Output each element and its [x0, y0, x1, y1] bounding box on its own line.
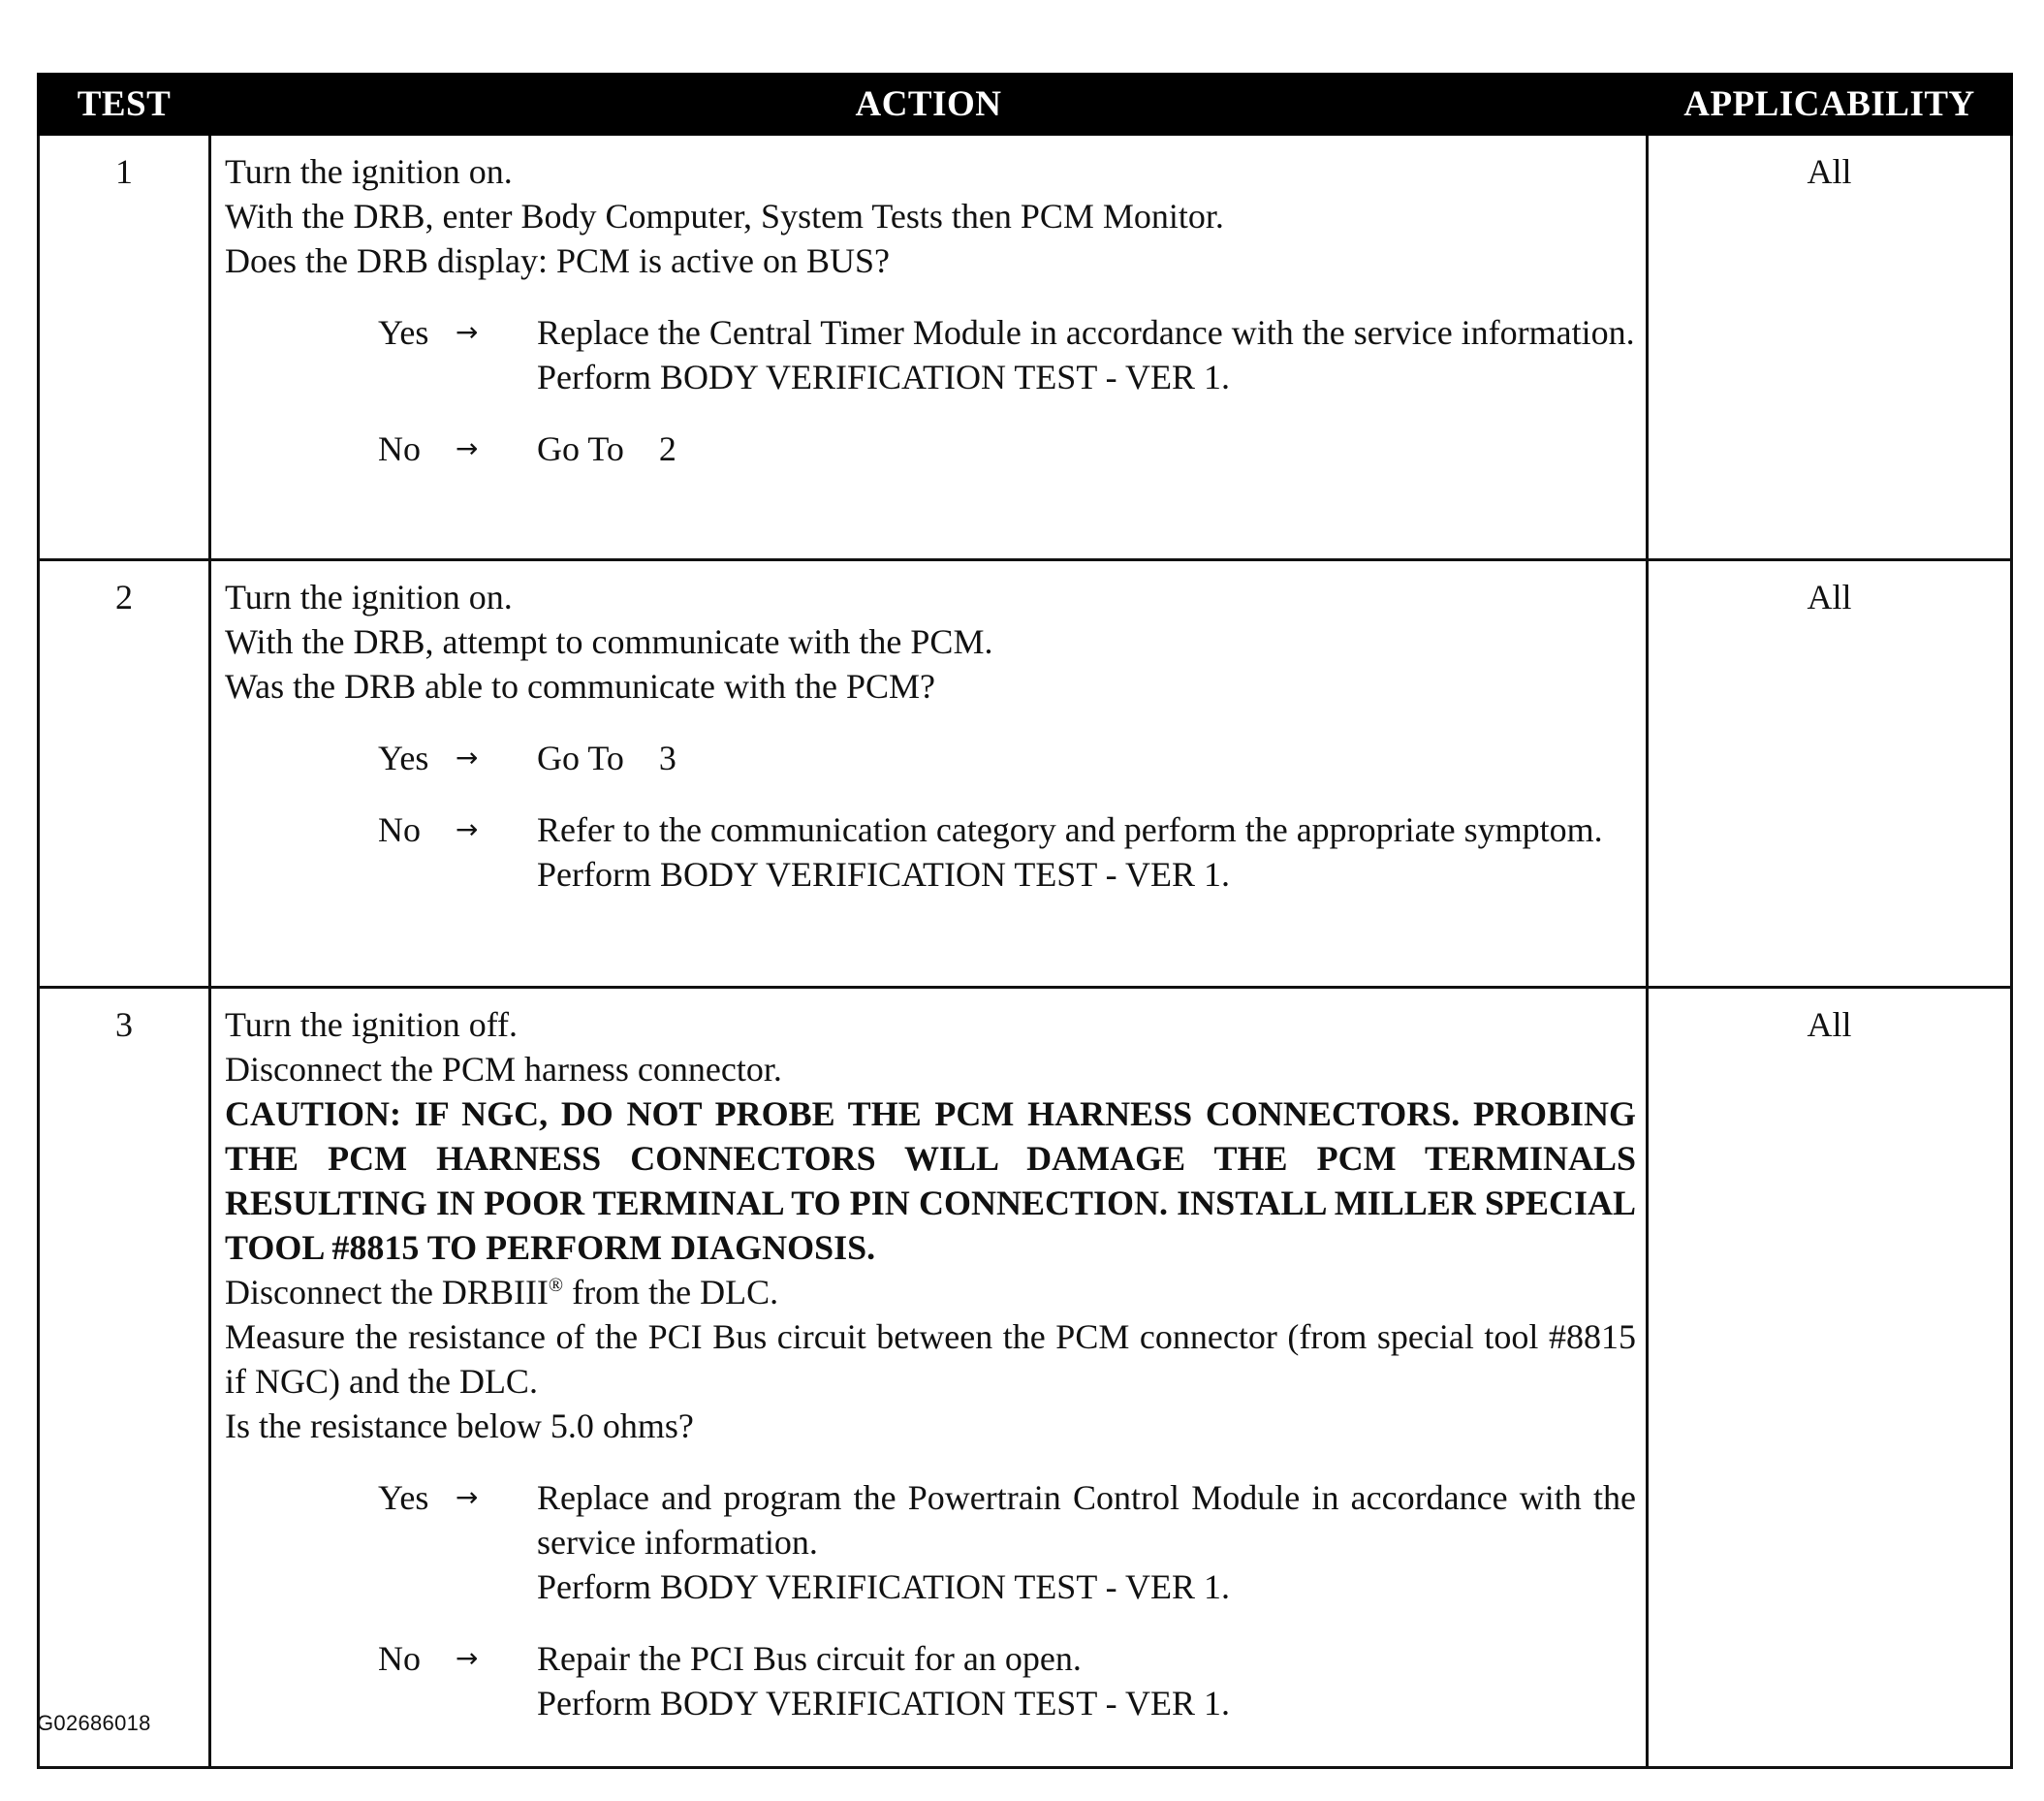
- table-header: [39, 75, 2012, 135]
- result-line: Perform BODY VERIFICATION TEST - VER 1.: [537, 1567, 1231, 1606]
- caution-text: CAUTION: IF NGC, DO NOT PROBE THE PCM HARNESS CONNECTORS. PROBING THE PCM HARNESS CONNECTORS WILL DAMAGE THE PCM TERMINALS RESULTING IN POOR TERMINAL TO PIN CONNECTION. INSTALL MILLER SPECIAL TOOL #8815 TO PERFORM DIAGNOSIS.: [225, 1094, 1636, 1267]
- applicability-value: All: [1648, 560, 2012, 988]
- action-step: Turn the ignition on.: [225, 578, 513, 616]
- diagnostic-test-table: [37, 73, 2013, 1769]
- action-step: Turn the ignition off.: [225, 1005, 519, 1044]
- goto-number: 2: [658, 429, 676, 468]
- result-line: Perform BODY VERIFICATION TEST - VER 1.: [537, 1684, 1231, 1722]
- action-step: [225, 1270, 1636, 1314]
- applicability-value: All: [1648, 988, 2012, 1768]
- right-arrow-icon: →: [456, 1481, 479, 1513]
- goto-label: Go To: [537, 739, 624, 777]
- table-row: [39, 560, 2012, 988]
- applicability-value: All: [1648, 135, 2012, 560]
- no-label: No: [378, 429, 421, 468]
- right-arrow-icon: →: [456, 813, 479, 845]
- header-action: ACTION: [210, 75, 1648, 135]
- yes-label: Yes: [378, 1478, 429, 1517]
- no-result: [537, 1636, 1636, 1725]
- table-row: [39, 988, 2012, 1768]
- right-arrow-icon: →: [456, 1642, 479, 1674]
- yes-branch: [378, 1475, 1636, 1609]
- right-arrow-icon: →: [456, 432, 479, 464]
- result-line: Perform BODY VERIFICATION TEST - VER 1.: [537, 358, 1231, 396]
- action-question: Is the resistance below 5.0 ohms?: [225, 1406, 694, 1445]
- result-line: Refer to the communication category and perform the appropriate symptom.: [537, 810, 1603, 849]
- header-test: TEST: [39, 75, 210, 135]
- no-branch: [378, 1636, 1636, 1725]
- disconnect-text: Disconnect the DRBIII: [225, 1273, 549, 1311]
- action-step: Measure the resistance of the PCI Bus circuit between the PCM connector (from special tool #8815 if NGC) and the DLC.: [225, 1317, 1636, 1401]
- no-label: No: [378, 1639, 421, 1678]
- no-result: [537, 427, 1636, 471]
- action-step: Disconnect the PCM harness connector.: [225, 1050, 782, 1089]
- result-line: Replace and program the Powertrain Control Module in accordance with the service information.: [537, 1478, 1636, 1562]
- registered-mark: ®: [548, 1275, 564, 1296]
- no-branch: [378, 807, 1636, 897]
- action-question: Does the DRB display: PCM is active on BUS?: [225, 241, 890, 280]
- action-step: Turn the ignition on.: [225, 152, 513, 191]
- yes-result: [537, 1475, 1636, 1609]
- action-step: With the DRB, enter Body Computer, System Tests then PCM Monitor.: [225, 197, 1224, 236]
- test-number: 3: [39, 988, 210, 1768]
- goto-label: Go To: [537, 429, 624, 468]
- yes-branch: [378, 736, 1636, 780]
- disconnect-text-end: from the DLC.: [563, 1273, 779, 1311]
- yes-result: [537, 310, 1636, 399]
- yes-branch: [378, 310, 1636, 399]
- result-line: Repair the PCI Bus circuit for an open.: [537, 1639, 1082, 1678]
- test-number: 2: [39, 560, 210, 988]
- goto-number: 3: [658, 739, 676, 777]
- result-line: Replace the Central Timer Module in accordance with the service information.: [537, 313, 1635, 352]
- test-number: 1: [39, 135, 210, 560]
- no-result: [537, 807, 1636, 897]
- result-line: Perform BODY VERIFICATION TEST - VER 1.: [537, 855, 1231, 894]
- header-applicability: APPLICABILITY: [1648, 75, 2012, 135]
- right-arrow-icon: →: [456, 316, 479, 348]
- no-label: No: [378, 810, 421, 849]
- action-question: Was the DRB able to communicate with the PCM?: [225, 667, 935, 706]
- action-cell: [210, 135, 1648, 560]
- action-step: With the DRB, attempt to communicate with the PCM.: [225, 622, 993, 661]
- figure-id: G02686018: [37, 1711, 151, 1735]
- right-arrow-icon: →: [456, 742, 479, 774]
- yes-result: [537, 736, 1636, 780]
- yes-label: Yes: [378, 739, 429, 777]
- action-cell: [210, 560, 1648, 988]
- table-row: [39, 135, 2012, 560]
- yes-label: Yes: [378, 313, 429, 352]
- action-cell: [210, 988, 1648, 1768]
- no-branch: [378, 427, 1636, 471]
